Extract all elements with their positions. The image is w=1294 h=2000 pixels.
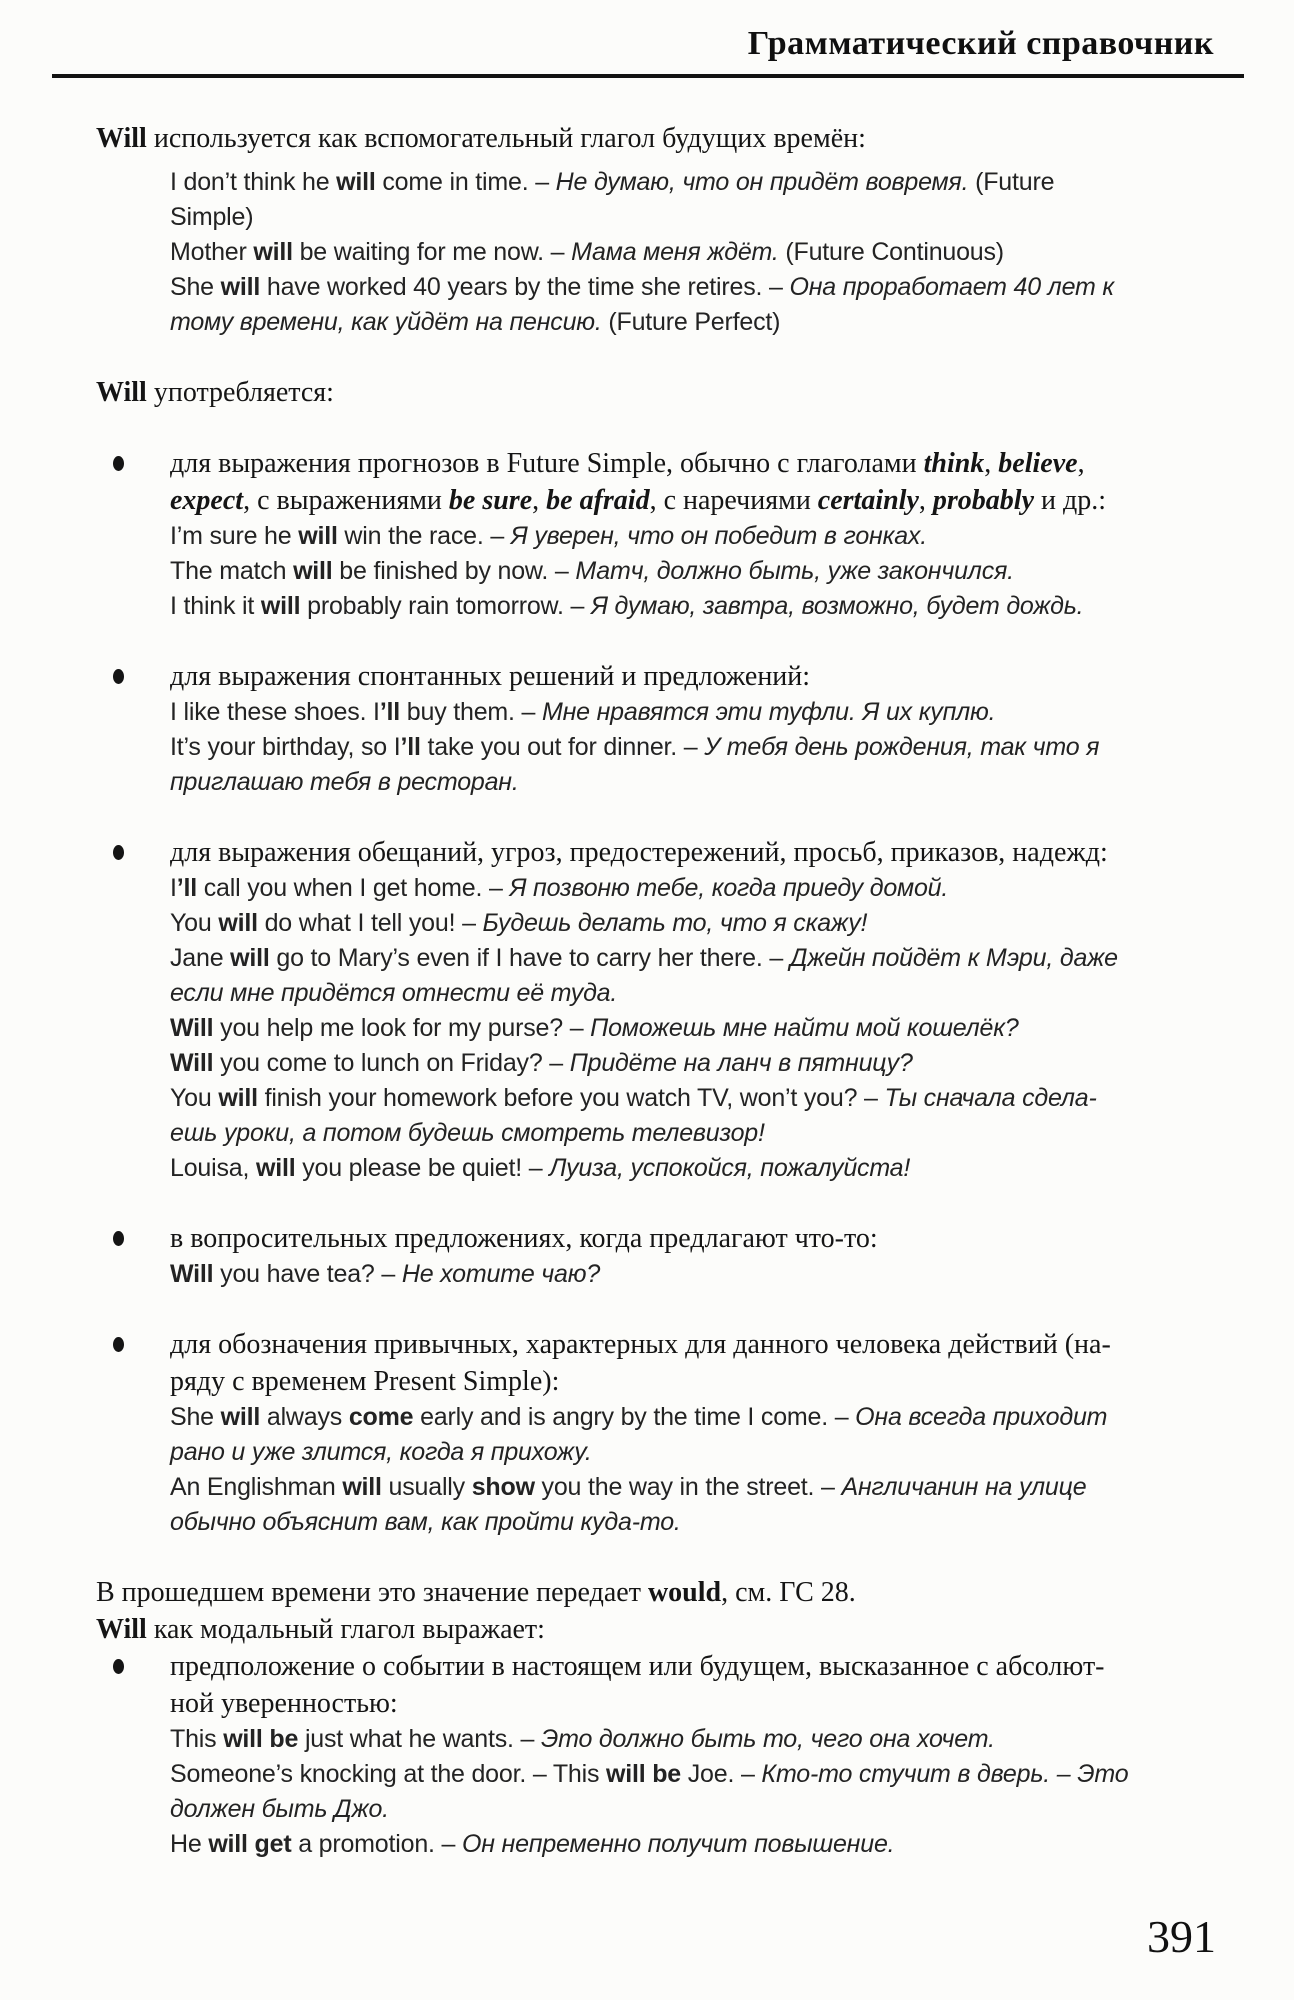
text-run: Will — [96, 1614, 147, 1645]
text-run: , — [984, 448, 999, 479]
text-run: Я думаю, завтра, возможно, будет дождь. — [590, 592, 1084, 620]
text-run: early and is angry by the time I come. – — [413, 1403, 856, 1431]
text-run: I like these shoes. I — [170, 698, 380, 726]
text-run: ’ll — [379, 698, 401, 726]
example-line — [170, 871, 1218, 906]
text-run: (Future Continuous) — [778, 238, 1004, 266]
text-run: , см. ГС 28. — [721, 1577, 856, 1608]
bullet-text — [170, 834, 1218, 871]
bullet-icon — [113, 1659, 124, 1674]
text-run: just what he wants. – — [298, 1725, 541, 1753]
text-run: I don’t think he — [170, 168, 337, 196]
bullet-text — [170, 445, 1218, 519]
example-line — [170, 589, 1218, 624]
text-run: , — [532, 485, 547, 516]
text-run: An Englishman — [170, 1473, 343, 1501]
text-run: Louisa, — [170, 1154, 256, 1182]
example-line — [170, 1257, 1218, 1292]
text-run: Не думаю, что он придёт вовремя. — [555, 168, 969, 196]
example-line — [170, 554, 1218, 589]
example-line — [170, 941, 1218, 1011]
text-run: (Future — [968, 168, 1055, 196]
bullet-item — [96, 1648, 1218, 1722]
text-run: come — [348, 1403, 414, 1431]
text-run: Она проработает 40 лет к — [789, 273, 1114, 301]
text-run: Будешь делать то, что я скажу! — [482, 909, 868, 937]
text-run: Джейн пойдёт к Мэри, даже — [789, 944, 1118, 972]
text-run: (Future Perfect) — [601, 308, 781, 336]
text-run: Will — [96, 123, 147, 154]
text-run: В прошедшем времени это значение передает — [96, 1577, 648, 1608]
text-run: , с выражениями — [243, 485, 449, 516]
text-run: Мама меня ждёт. — [571, 238, 779, 266]
text-run: certainly — [817, 485, 919, 516]
bullet-icon — [113, 1337, 124, 1352]
example-line — [170, 1011, 1218, 1046]
text-run: believe — [998, 448, 1078, 479]
bullet-icon — [113, 669, 124, 684]
example-line — [170, 906, 1218, 941]
text-run: Это должно быть то, чего она хочет. — [540, 1725, 995, 1753]
text-run: Я уверен, что он победит в гонках. — [510, 522, 927, 550]
text-run: Придёте на ланч в пятницу? — [569, 1049, 913, 1077]
text-run: will — [253, 238, 293, 266]
text-run: will — [255, 1154, 296, 1182]
example-line — [170, 270, 1218, 340]
text-run: для обозначения привычных, характерных для данного человека действий (на- — [170, 1329, 1111, 1360]
text-run: buy them. – — [400, 698, 542, 726]
text-run: You — [170, 1084, 219, 1112]
text-run: be afraid — [546, 485, 650, 516]
bullet-icon — [113, 1231, 124, 1246]
text-run: , с наречиями — [649, 485, 818, 516]
bullet-item — [96, 445, 1218, 519]
text-run: для выражения спонтанных решений и предложений: — [170, 661, 811, 692]
text-run: will — [342, 1473, 382, 1501]
text-run: This — [170, 1725, 224, 1753]
paragraph — [96, 120, 1218, 157]
text-run: think — [923, 448, 985, 479]
text-run: Она всегда приходит — [855, 1403, 1108, 1431]
text-run: используется как вспомогательный глагол будущих времён: — [146, 123, 866, 154]
text-run: take you out for dinner. – — [420, 733, 705, 761]
text-run: You — [170, 909, 219, 937]
text-run: win the race. – — [337, 522, 511, 550]
text-run: , — [918, 485, 933, 516]
text-run: you come to lunch on Friday? – — [213, 1049, 570, 1077]
text-run: She — [170, 1403, 221, 1431]
text-run: Не хотите чаю? — [401, 1260, 601, 1288]
text-run: употребляется: — [146, 377, 334, 408]
text-run: как модальный глагол выражает: — [146, 1614, 545, 1645]
example-line — [170, 1400, 1218, 1470]
text-run: will be — [606, 1760, 682, 1788]
text-run: , — [1077, 448, 1085, 479]
text-run: will get — [208, 1830, 292, 1858]
bullet-text — [170, 1648, 1218, 1722]
text-run: will — [218, 1084, 258, 1112]
bullet-icon — [113, 845, 124, 860]
example-line — [170, 1081, 1218, 1151]
text-run: Мне нравятся эти туфли. Я их куплю. — [541, 698, 996, 726]
text-run: call you when I get home. – — [197, 874, 510, 902]
example-line — [170, 1722, 1218, 1757]
bullet-text — [170, 1220, 1218, 1257]
text-run: Someone’s knocking at the door. – This — [170, 1760, 606, 1788]
text-run: I — [170, 874, 177, 902]
text-run: expect — [170, 485, 244, 516]
text-run: She — [170, 273, 221, 301]
text-run: finish your homework before you watch TV, won’t you? – — [257, 1084, 885, 1112]
text-run: Я позвоню тебе, когда приеду домой. — [509, 874, 949, 902]
text-run: в вопросительных предложениях, когда предлагают что-то: — [170, 1223, 878, 1254]
text-run: ряду с временем Present Simple): — [170, 1366, 560, 1397]
example-line — [170, 519, 1218, 554]
text-run: Will — [96, 377, 147, 408]
text-run: be waiting for me now. – — [292, 238, 572, 266]
page-number: 391 — [1147, 1911, 1216, 1962]
text-run: you help me look for my purse? – — [213, 1014, 591, 1042]
bullet-text — [170, 1326, 1218, 1400]
text-run: come in time. – — [375, 168, 556, 196]
example-line — [170, 235, 1218, 270]
text-run: you have tea? – — [213, 1260, 402, 1288]
text-run: предположение о событии в настоящем или будущем, высказанное с абсолют- — [170, 1651, 1105, 1682]
text-run: У тебя день рождения, так что я — [704, 733, 1100, 761]
text-run: Jane — [170, 944, 231, 972]
text-run: will — [220, 1403, 261, 1431]
text-run: will — [336, 168, 376, 196]
bullet-item — [96, 834, 1218, 871]
example-line — [170, 165, 1218, 235]
example-line — [170, 730, 1218, 800]
text-run: для выражения прогнозов в Future Simple, обычно с глаголами — [170, 448, 924, 479]
text-run: will be — [223, 1725, 299, 1753]
bullet-item — [96, 1326, 1218, 1400]
text-run: you please be quiet! – — [295, 1154, 550, 1182]
text-run: рано и уже злится, когда я прихожу. — [170, 1438, 592, 1466]
text-run: would — [647, 1577, 722, 1608]
text-run: приглашаю тебя в ресторан. — [170, 768, 519, 796]
text-run: должен быть Джо. — [170, 1795, 389, 1823]
example-line — [170, 695, 1218, 730]
text-run: и др.: — [1034, 485, 1107, 516]
text-run: will — [220, 273, 261, 301]
text-run: will — [298, 522, 338, 550]
text-run: Will — [170, 1049, 214, 1077]
paragraph — [96, 1574, 1218, 1611]
text-run: Mother — [170, 238, 254, 266]
text-run: probably rain tomorrow. – — [300, 592, 591, 620]
text-run: usually — [381, 1473, 472, 1501]
text-run: The match — [170, 557, 294, 585]
example-line — [170, 1827, 1218, 1862]
bullet-icon — [113, 456, 124, 471]
text-run: you the way in the street. – — [534, 1473, 842, 1501]
text-run: тому времени, как уйдёт на пенсию. — [170, 308, 602, 336]
page-body — [0, 78, 1294, 1862]
paragraph — [96, 1611, 1218, 1648]
text-run: I’m sure he — [170, 522, 299, 550]
paragraph — [96, 374, 1218, 411]
text-run: It’s your birthday, so I — [170, 733, 401, 761]
example-line — [170, 1470, 1218, 1540]
text-run: I think it — [170, 592, 261, 620]
text-run: ’ll — [176, 874, 197, 902]
example-line — [170, 1757, 1218, 1827]
text-run: для выражения обещаний, угроз, предостережений, просьб, приказов, надежд: — [170, 837, 1108, 868]
text-run: ной уверенностью: — [170, 1688, 398, 1719]
text-run: probably — [932, 485, 1034, 516]
text-run: ’ll — [400, 733, 421, 761]
text-run: always — [260, 1403, 349, 1431]
bullet-text — [170, 658, 1218, 695]
text-run: have worked 40 years by the time she retires. – — [260, 273, 790, 301]
text-run: do what I tell you! – — [257, 909, 483, 937]
bullet-item — [96, 1220, 1218, 1257]
text-run: He — [170, 1830, 209, 1858]
text-run: обычно объяснит вам, как пройти куда-то. — [170, 1508, 681, 1536]
text-run: Ты сначала сдела- — [884, 1084, 1097, 1112]
text-run: will — [218, 909, 258, 937]
text-run: Матч, должно быть, уже закончился. — [575, 557, 1014, 585]
bullet-item — [96, 658, 1218, 695]
text-run: ешь уроки, а потом будешь смотреть телевизор! — [170, 1119, 765, 1147]
text-run: a promotion. – — [291, 1830, 462, 1858]
text-run: Joe. – — [681, 1760, 762, 1788]
text-run: show — [471, 1473, 535, 1501]
text-run: go to Mary’s even if I have to carry her there. – — [269, 944, 790, 972]
text-run: will — [260, 592, 301, 620]
text-run: Луиза, успокойся, пожалуйста! — [549, 1154, 911, 1182]
text-run: will — [230, 944, 270, 972]
text-run: Он непременно получит повышение. — [461, 1830, 895, 1858]
text-run: be sure — [448, 485, 533, 516]
example-line — [170, 1046, 1218, 1081]
text-run: will — [293, 557, 333, 585]
text-run: Кто-то стучит в дверь. – Это — [761, 1760, 1129, 1788]
text-run: Англичанин на улице — [841, 1473, 1087, 1501]
page-header-title: Грамматический справочник — [747, 25, 1214, 62]
text-run: Will — [170, 1260, 214, 1288]
example-line — [170, 1151, 1218, 1186]
text-run: Поможешь мне найти мой кошелёк? — [590, 1014, 1019, 1042]
text-run: если мне придётся отнести её туда. — [170, 979, 618, 1007]
text-run: be finished by now. – — [332, 557, 576, 585]
text-run: Simple) — [170, 203, 254, 231]
text-run: Will — [170, 1014, 214, 1042]
